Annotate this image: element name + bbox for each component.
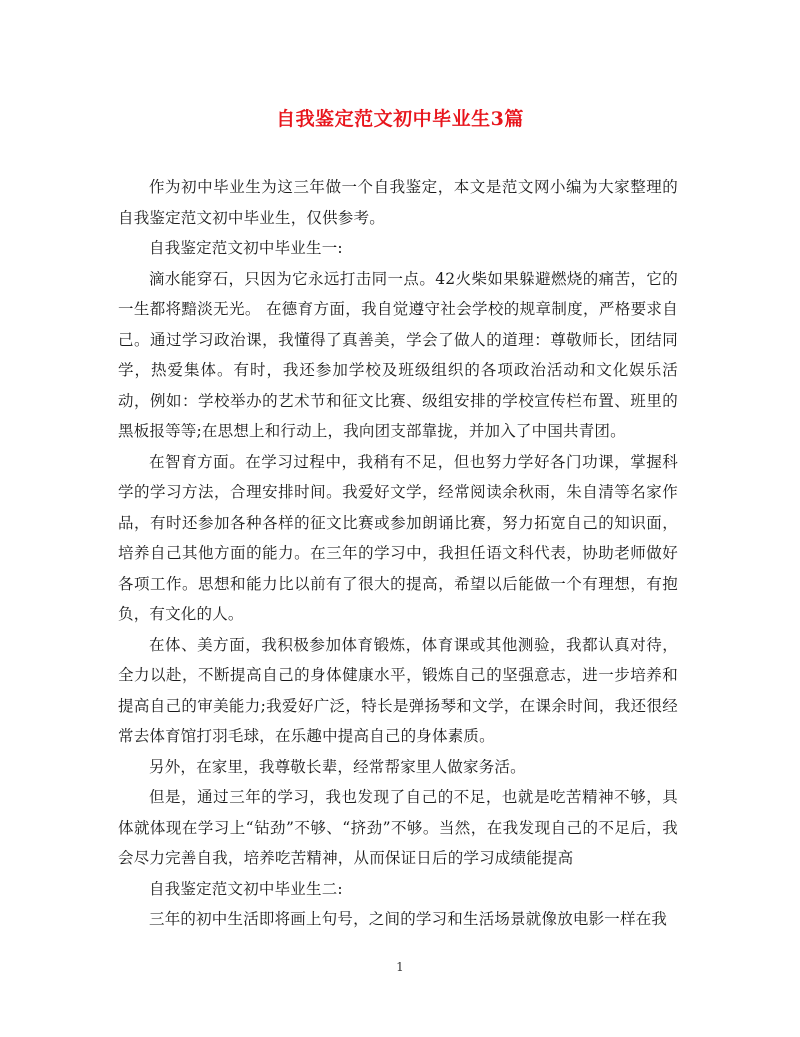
paragraph-intellect: 在智育方面。在学习过程中，我稍有不足，但也努力学好各门功课，掌握科学的学习方法，合理安排时间。我爱好文学，经常阅读余秋雨，朱自清等名家作品，有时还参加各种各样的征文比赛或参加朗诵比赛，努力拓宽自己的知识面，培养自己其他方面的能力。在三年的学习中，我担任语文科代表，协助老师做好各项工作。思想和能力比以前有了很大的提高，希望以后能做一个有理想，有抱负，有文化的人。 — [118, 452, 678, 623]
paragraph-second-start: 三年的初中生活即将画上句号，之间的学习和生活场景就像放电影一样在我 — [149, 910, 668, 928]
paragraph-intro: 作为初中毕业生为这三年做一个自我鉴定，本文是范文网小编为大家整理的自我鉴定范文初中毕业生，仅供参考。 — [118, 178, 678, 227]
paragraph-shortcomings: 但是，通过三年的学习，我也发现了自己的不足，也就是吃苦精神不够，具体就体现在学习上“钻劲”不够、“挤劲”不够。当然，在我发现自己的不足后，我会尽力完善自我，培养吃苦精神，从而保证日后的学习成绩能提高 — [118, 788, 678, 867]
paragraph-heading-two: 自我鉴定范文初中毕业生二: — [149, 879, 343, 898]
paragraph-heading-one: 自我鉴定范文初中毕业生一: — [149, 239, 343, 257]
document-title: 自我鉴定范文初中毕业生3篇 — [276, 108, 524, 130]
paragraph-home: 另外，在家里，我尊敬长辈，经常帮家里人做家务活。 — [149, 757, 526, 776]
paragraph-moral: 滴水能穿石，只因为它永远打击同一点。42火柴如果躲避燃烧的痛苦，它的一生都将黯淡无光。 在德育方面，我自觉遵守社会学校的规章制度，严格要求自己。通过学习政治课，我懂得了真善美，学会了做人的道理：尊敬师长，团结同学，热爱集体。有时，我还参加学校及班级组织的各项政治活动和文化娱乐活动，例如：学校举办的艺术节和征文比赛、级组安排的学校宣传栏布置、班里的黑板报等等;在思想上和行动上，我向团支部靠拢，并加入了中国共青团。 — [118, 269, 678, 440]
document-body — [118, 172, 678, 935]
page-number: 1 — [396, 960, 404, 974]
paragraph-physical-aesthetic: 在体、美方面，我积极参加体育锻炼，体育课或其他测验，我都认真对待，全力以赴，不断提高自己的身体健康水平，锻炼自己的坚强意志，进一步培养和提高自己的审美能力;我爱好广泛，特长是弹扬琴和文学，在课余时间，我还很经常去体育馆打羽毛球，在乐趣中提高自己的身体素质。 — [118, 635, 678, 745]
